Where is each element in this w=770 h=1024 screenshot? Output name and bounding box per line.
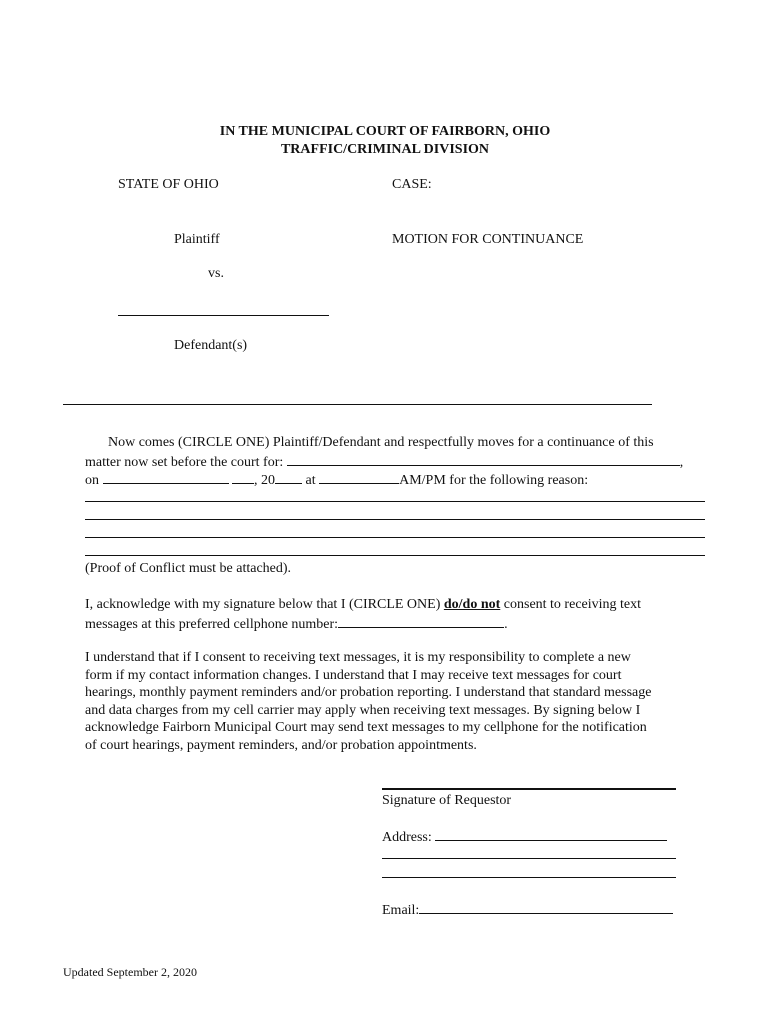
date-blank[interactable] <box>103 470 229 484</box>
reason-line-3[interactable] <box>85 537 705 538</box>
division-title: TRAFFIC/CRIMINAL DIVISION <box>280 142 490 157</box>
signature-label: Signature of Requestor <box>382 793 512 808</box>
reason-line-1[interactable] <box>85 501 705 502</box>
consent-line: I understand that if I consent to receiving text messages, it is my responsibility to complete a new <box>85 650 631 665</box>
consent-line: form if my contact information changes. I understand that I may receive text messages for court <box>85 667 622 683</box>
address-row <box>382 827 667 846</box>
consent-choice[interactable]: do/do not <box>443 597 501 612</box>
ampm-reason: AM/PM for the following reason: <box>399 473 589 488</box>
consent-line: of court hearings, payment reminders, and/or probation appointments. <box>85 737 477 753</box>
time-blank[interactable] <box>319 470 399 484</box>
address-line-2[interactable] <box>382 858 676 859</box>
case-label: CASE: <box>392 177 432 192</box>
year-label: , 20 <box>254 473 275 488</box>
defendant-label: Defendant(s) <box>174 338 248 353</box>
court-title: IN THE MUNICIPAL COURT OF FAIRBORN, OHIO <box>219 124 551 139</box>
consent-line: hearings, monthly payment reminders and/or probation reporting. I understand that standard message <box>85 685 652 701</box>
email-label: Email: <box>382 903 420 918</box>
reason-line-4[interactable] <box>85 555 705 556</box>
defendant-name-line[interactable] <box>118 315 329 316</box>
address-line-3[interactable] <box>382 877 676 878</box>
email-row <box>382 900 673 919</box>
state-label: STATE OF OHIO <box>118 177 219 192</box>
motion-title: MOTION FOR CONTINUANCE <box>392 232 584 247</box>
signature-line[interactable] <box>382 788 676 790</box>
consent-line: and data charges from my cell carrier may apply when receiving text messages. By signing below I <box>85 702 641 718</box>
motion-intro: Now comes (CIRCLE ONE) Plaintiff/Defendant and respectfully moves for a continuance of this <box>108 435 654 450</box>
reason-line-2[interactable] <box>85 519 705 520</box>
year-blank[interactable] <box>275 470 302 484</box>
consent-ack-row <box>85 596 641 613</box>
matter-row: matter now set before the court for: , <box>85 452 683 471</box>
at-label: at <box>305 473 316 488</box>
cellphone-blank[interactable] <box>338 614 504 628</box>
consent-ack-after: consent to receiving text <box>503 597 642 612</box>
caption-divider <box>63 404 652 405</box>
matter-blank[interactable] <box>287 452 680 466</box>
cellphone-row: messages at this preferred cellphone number: . <box>85 614 508 633</box>
day-blank[interactable] <box>232 470 254 484</box>
vs-label: vs. <box>208 266 224 281</box>
consent-ack-before: I, acknowledge with my signature below that I (CIRCLE ONE) <box>85 597 441 612</box>
proof-note: (Proof of Conflict must be attached). <box>85 561 292 576</box>
updated-footer: Updated September 2, 2020 <box>63 965 197 979</box>
email-blank[interactable] <box>419 900 673 914</box>
cellphone-label: messages at this preferred cellphone number: <box>85 617 339 632</box>
address-blank-1[interactable] <box>435 827 667 841</box>
consent-paragraph <box>85 649 710 755</box>
date-time-row <box>85 470 588 489</box>
plaintiff-label: Plaintiff <box>174 232 220 247</box>
on-label: on <box>85 473 99 488</box>
consent-line: acknowledge Fairborn Municipal Court may send text messages to my cellphone for the notification <box>85 720 647 736</box>
address-label: Address: <box>382 830 432 845</box>
matter-label: matter now set before the court for: <box>85 455 284 470</box>
